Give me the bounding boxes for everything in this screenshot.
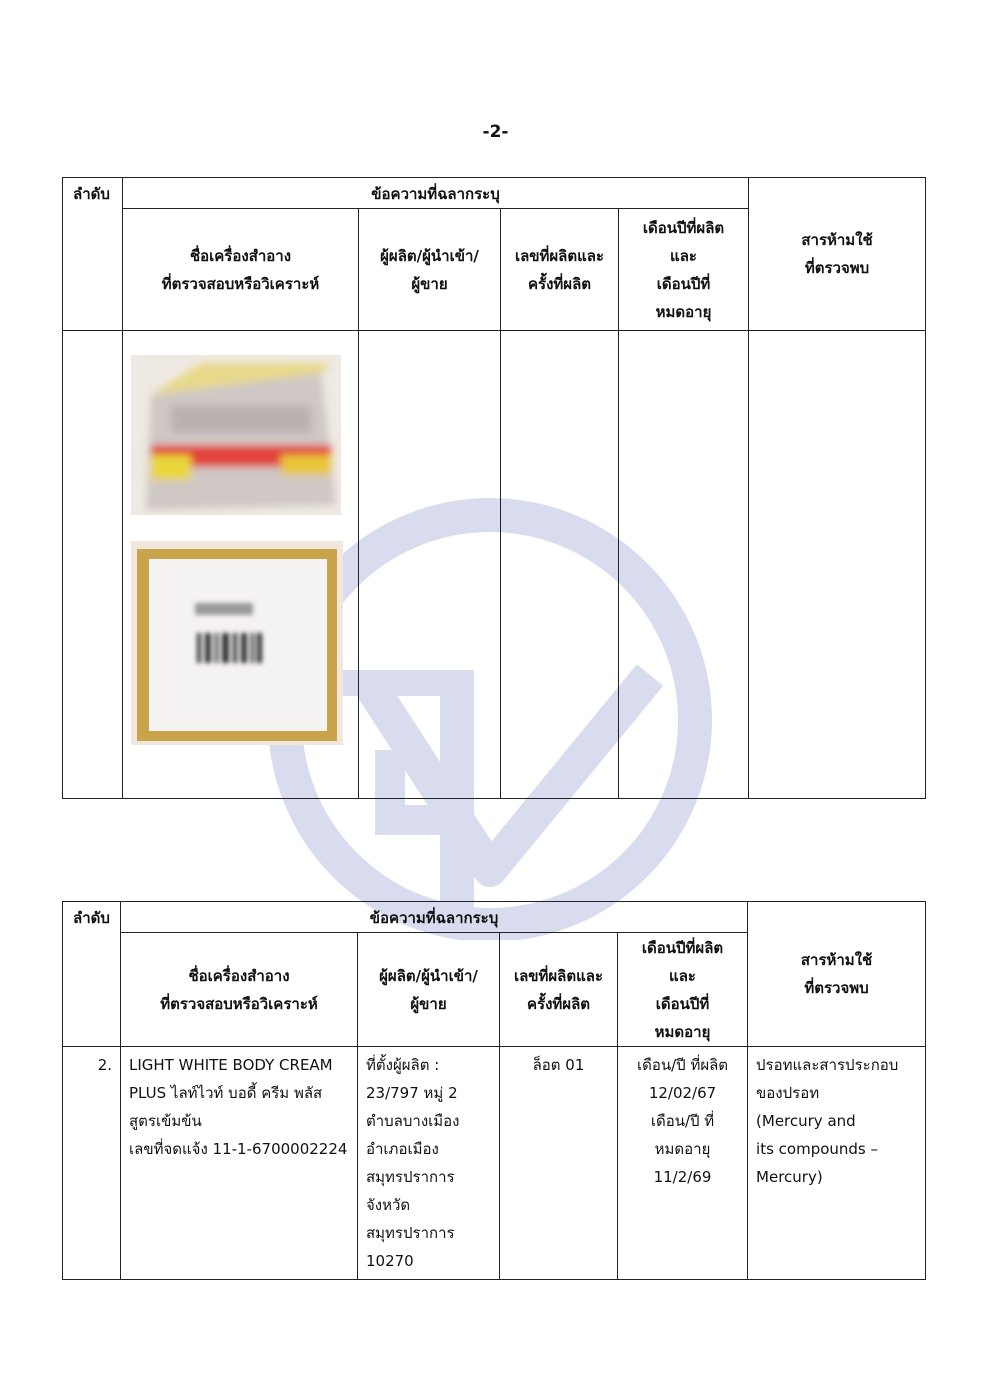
header-banned: สารห้ามใช้ ที่ตรวจพบ [749,178,926,331]
header-batch: เลขที่ผลิตและ ครั้งที่ผลิต [501,209,619,331]
dates-cell [619,331,749,799]
product-box-front-image [131,355,341,515]
table-row [63,1047,926,1280]
header-label-group: ข้อความที่ฉลากระบุ [123,178,749,209]
header-order: ลำดับ [63,902,121,1047]
header-dates: เดือนปีที่ผลิต และ เดือนปีที่ หมดอายุ [619,209,749,331]
manufacturer-cell [359,331,501,799]
results-table-1 [62,177,926,799]
manufacturer-cell: ที่ตั้งผู้ผลิต : 23/797 หมู่ 2 ตำบลบางเมือง อำเภอเมือง สมุทรปราการ จังหวัด สมุทรปราการ 10270 [358,1047,500,1280]
header-product-name: ชื่อเครื่องสำอาง ที่ตรวจสอบหรือวิเคราะห์ [123,209,359,331]
header-order: ลำดับ [63,178,123,331]
product-box-label-image [131,541,343,745]
header-label-group: ข้อความที่ฉลากระบุ [121,902,748,933]
banned-cell [749,331,926,799]
header-product-name: ชื่อเครื่องสำอาง ที่ตรวจสอบหรือวิเคราะห์ [121,933,358,1047]
product-images-cell [123,331,359,799]
batch-cell: ล็อต 01 [500,1047,618,1280]
header-banned: สารห้ามใช้ ที่ตรวจพบ [748,902,926,1047]
product-name-cell: LIGHT WHITE BODY CREAM PLUS ไลท์ไวท์ บอดี้ ครีม พลัส สูตรเข้มข้น เลขที่จดแจ้ง 11-1-6700002224 [121,1047,358,1280]
page-number: -2- [482,122,509,142]
banned-cell: ปรอทและสารประกอบ ของปรอท (Mercury and its compounds – Mercury) [748,1047,926,1280]
results-table-2 [62,901,926,1280]
header-dates: เดือนปีที่ผลิต และ เดือนปีที่ หมดอายุ [618,933,748,1047]
header-manufacturer: ผู้ผลิต/ผู้นำเข้า/ ผู้ขาย [359,209,501,331]
header-manufacturer: ผู้ผลิต/ผู้นำเข้า/ ผู้ขาย [358,933,500,1047]
row-order: 2. [63,1047,121,1280]
header-batch: เลขที่ผลิตและ ครั้งที่ผลิต [500,933,618,1047]
row-order-cell [63,331,123,799]
dates-cell: เดือน/ปี ที่ผลิต 12/02/67 เดือน/ปี ที่ หมดอายุ 11/2/69 [618,1047,748,1280]
batch-cell [501,331,619,799]
